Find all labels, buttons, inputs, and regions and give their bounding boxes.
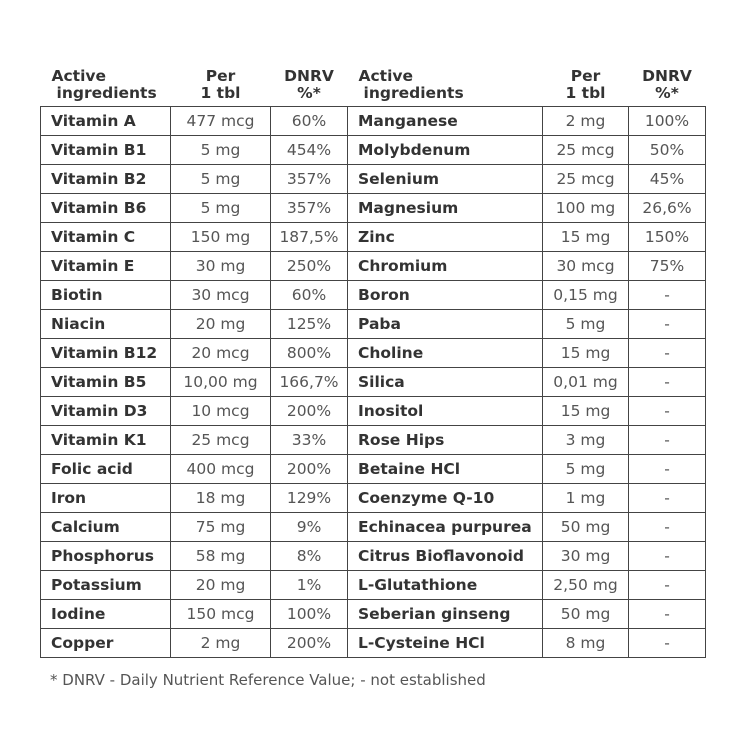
ingredient-name: Vitamin E (41, 252, 171, 281)
table-row (41, 136, 706, 165)
amount-per-tbl: 30 mcg (543, 252, 629, 281)
ingredient-name: Folic acid (41, 455, 171, 484)
amount-per-tbl: 15 mg (543, 397, 629, 426)
header-ingredients-left (41, 64, 171, 107)
amount-per-tbl: 8 mg (543, 629, 629, 658)
dnrv-percent: 250% (271, 252, 348, 281)
ingredient-name: Niacin (41, 310, 171, 339)
dnrv-percent: - (629, 281, 706, 310)
amount-per-tbl: 15 mg (543, 339, 629, 368)
amount-per-tbl: 30 mg (543, 542, 629, 571)
dnrv-percent: - (629, 310, 706, 339)
amount-per-tbl: 30 mcg (171, 281, 271, 310)
amount-per-tbl: 0,01 mg (543, 368, 629, 397)
header-line: %* (297, 84, 321, 102)
dnrv-percent: 8% (271, 542, 348, 571)
amount-per-tbl: 5 mg (543, 455, 629, 484)
amount-per-tbl: 477 mcg (171, 107, 271, 136)
table-row (41, 107, 706, 136)
footnote: * DNRV - Daily Nutrient Reference Value; - not established (50, 671, 486, 689)
ingredient-name: Zinc (348, 223, 543, 252)
amount-per-tbl: 5 mg (171, 136, 271, 165)
dnrv-percent: 200% (271, 629, 348, 658)
table-row (41, 194, 706, 223)
dnrv-percent: 454% (271, 136, 348, 165)
ingredient-name: L-Glutathione (348, 571, 543, 600)
table-row (41, 252, 706, 281)
ingredient-name: Phosphorus (41, 542, 171, 571)
ingredient-name: Iron (41, 484, 171, 513)
ingredient-name: Potassium (41, 571, 171, 600)
header-line: 1 tbl (565, 84, 606, 102)
header-line: Active (51, 67, 107, 85)
table-row (41, 310, 706, 339)
amount-per-tbl: 3 mg (543, 426, 629, 455)
ingredient-name: Seberian ginseng (348, 600, 543, 629)
header-line: Per (205, 67, 236, 85)
dnrv-percent: 9% (271, 513, 348, 542)
table-row (41, 542, 706, 571)
header-line: ingredients (56, 84, 157, 102)
ingredient-name: Vitamin A (41, 107, 171, 136)
ingredient-name: Magnesium (348, 194, 543, 223)
amount-per-tbl: 20 mg (171, 571, 271, 600)
dnrv-percent: 45% (629, 165, 706, 194)
dnrv-percent: 50% (629, 136, 706, 165)
table-body (41, 107, 706, 658)
amount-per-tbl: 5 mg (171, 165, 271, 194)
amount-per-tbl: 25 mcg (543, 136, 629, 165)
dnrv-percent: 75% (629, 252, 706, 281)
table-row (41, 426, 706, 455)
dnrv-percent: - (629, 397, 706, 426)
header-per-tbl-right (543, 64, 629, 107)
amount-per-tbl: 15 mg (543, 223, 629, 252)
dnrv-percent: - (629, 368, 706, 397)
amount-per-tbl: 20 mg (171, 310, 271, 339)
ingredient-name: L-Cysteine HCl (348, 629, 543, 658)
amount-per-tbl: 10 mcg (171, 397, 271, 426)
header-line: 1 tbl (200, 84, 241, 102)
ingredient-name: Inositol (348, 397, 543, 426)
table-row (41, 397, 706, 426)
header-line: Active (358, 67, 414, 85)
header-line: DNRV (642, 67, 692, 85)
ingredient-name: Molybdenum (348, 136, 543, 165)
amount-per-tbl: 150 mg (171, 223, 271, 252)
ingredient-name: Manganese (348, 107, 543, 136)
ingredient-name: Copper (41, 629, 171, 658)
table-row (41, 571, 706, 600)
ingredient-name: Citrus Bioflavonoid (348, 542, 543, 571)
amount-per-tbl: 30 mg (171, 252, 271, 281)
dnrv-percent: - (629, 455, 706, 484)
amount-per-tbl: 20 mcg (171, 339, 271, 368)
ingredient-name: Vitamin B6 (41, 194, 171, 223)
header-line: Per (570, 67, 601, 85)
amount-per-tbl: 75 mg (171, 513, 271, 542)
amount-per-tbl: 25 mcg (543, 165, 629, 194)
ingredient-name: Echinacea purpurea (348, 513, 543, 542)
dnrv-percent: 60% (271, 107, 348, 136)
dnrv-percent: 33% (271, 426, 348, 455)
header-dnrv-right (629, 64, 706, 107)
dnrv-percent: 100% (271, 600, 348, 629)
dnrv-percent: - (629, 600, 706, 629)
dnrv-percent: 357% (271, 165, 348, 194)
ingredient-name: Calcium (41, 513, 171, 542)
ingredient-name: Vitamin D3 (41, 397, 171, 426)
table-row (41, 455, 706, 484)
ingredient-name: Vitamin B5 (41, 368, 171, 397)
amount-per-tbl: 18 mg (171, 484, 271, 513)
table-row (41, 600, 706, 629)
amount-per-tbl: 58 mg (171, 542, 271, 571)
table-row (41, 368, 706, 397)
table-header-row (41, 64, 706, 107)
ingredient-name: Iodine (41, 600, 171, 629)
table-row (41, 484, 706, 513)
ingredient-name: Paba (348, 310, 543, 339)
ingredients-table (40, 64, 706, 658)
ingredient-name: Vitamin B12 (41, 339, 171, 368)
amount-per-tbl: 2 mg (543, 107, 629, 136)
dnrv-percent: 26,6% (629, 194, 706, 223)
amount-per-tbl: 50 mg (543, 513, 629, 542)
amount-per-tbl: 50 mg (543, 600, 629, 629)
amount-per-tbl: 1 mg (543, 484, 629, 513)
table-row (41, 629, 706, 658)
header-ingredients-right (348, 64, 543, 107)
dnrv-percent: 100% (629, 107, 706, 136)
table-row (41, 513, 706, 542)
dnrv-percent: 200% (271, 397, 348, 426)
header-per-tbl-left (171, 64, 271, 107)
ingredient-name: Vitamin B1 (41, 136, 171, 165)
dnrv-percent: - (629, 571, 706, 600)
ingredient-name: Choline (348, 339, 543, 368)
dnrv-percent: - (629, 339, 706, 368)
amount-per-tbl: 0,15 mg (543, 281, 629, 310)
header-dnrv-left (271, 64, 348, 107)
table-row (41, 223, 706, 252)
dnrv-percent: - (629, 629, 706, 658)
ingredient-name: Selenium (348, 165, 543, 194)
table-row (41, 281, 706, 310)
ingredient-name: Silica (348, 368, 543, 397)
dnrv-percent: - (629, 542, 706, 571)
dnrv-percent: 800% (271, 339, 348, 368)
dnrv-percent: 125% (271, 310, 348, 339)
amount-per-tbl: 2,50 mg (543, 571, 629, 600)
ingredient-name: Chromium (348, 252, 543, 281)
amount-per-tbl: 5 mg (543, 310, 629, 339)
dnrv-percent: 200% (271, 455, 348, 484)
header-line: DNRV (284, 67, 334, 85)
table-row (41, 339, 706, 368)
dnrv-percent: 187,5% (271, 223, 348, 252)
ingredient-name: Coenzyme Q-10 (348, 484, 543, 513)
dnrv-percent: 1% (271, 571, 348, 600)
ingredient-name: Rose Hips (348, 426, 543, 455)
header-line: ingredients (363, 84, 464, 102)
dnrv-percent: - (629, 513, 706, 542)
header-line: %* (655, 84, 679, 102)
ingredient-name: Biotin (41, 281, 171, 310)
dnrv-percent: 357% (271, 194, 348, 223)
dnrv-percent: 150% (629, 223, 706, 252)
dnrv-percent: 129% (271, 484, 348, 513)
table-row (41, 165, 706, 194)
ingredient-name: Vitamin B2 (41, 165, 171, 194)
ingredient-name: Boron (348, 281, 543, 310)
amount-per-tbl: 100 mg (543, 194, 629, 223)
dnrv-percent: - (629, 484, 706, 513)
amount-per-tbl: 150 mcg (171, 600, 271, 629)
ingredient-name: Vitamin K1 (41, 426, 171, 455)
ingredient-name: Betaine HCl (348, 455, 543, 484)
dnrv-percent: 60% (271, 281, 348, 310)
ingredient-name: Vitamin C (41, 223, 171, 252)
amount-per-tbl: 400 mcg (171, 455, 271, 484)
amount-per-tbl: 25 mcg (171, 426, 271, 455)
dnrv-percent: 166,7% (271, 368, 348, 397)
amount-per-tbl: 10,00 mg (171, 368, 271, 397)
amount-per-tbl: 2 mg (171, 629, 271, 658)
dnrv-percent: - (629, 426, 706, 455)
amount-per-tbl: 5 mg (171, 194, 271, 223)
